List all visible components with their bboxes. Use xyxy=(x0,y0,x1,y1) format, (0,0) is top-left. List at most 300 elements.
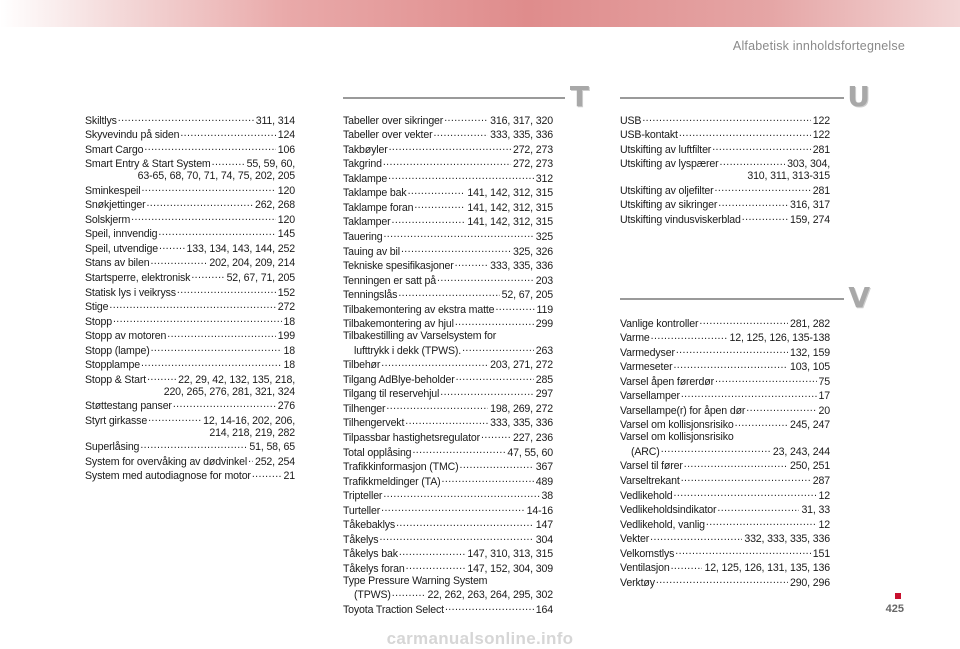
index-entry xyxy=(85,329,295,344)
section-rule xyxy=(620,97,844,99)
index-column-v xyxy=(620,316,830,590)
entry-term: System for overvåking av dødvinkel xyxy=(85,455,248,468)
entry-line xyxy=(85,113,295,128)
entry-line xyxy=(85,329,295,344)
entry-term: USB-kontakt xyxy=(620,129,678,142)
index-entry xyxy=(343,302,553,317)
entry-term: Type Pressure Warning System xyxy=(343,574,488,587)
leader-dots xyxy=(381,358,488,369)
entry-line xyxy=(620,575,830,590)
entry-line xyxy=(620,418,830,433)
entry-term: Superlåsing xyxy=(85,441,140,454)
entry-pages: 325, 326 xyxy=(512,245,553,258)
index-entry xyxy=(620,374,830,389)
index-entry xyxy=(620,418,830,433)
entry-pages: 12 xyxy=(818,489,830,502)
entry-term: Speil, innvendig xyxy=(85,228,158,241)
index-entry xyxy=(343,244,553,259)
leader-dots xyxy=(408,186,466,197)
entry-line xyxy=(620,198,830,213)
leader-dots xyxy=(455,258,489,269)
leader-dots xyxy=(173,399,276,410)
entry-pages: 303, 304, xyxy=(787,158,830,171)
index-column-t xyxy=(343,113,553,617)
entry-pages: 227, 236 xyxy=(512,432,553,445)
entry-pages: 245, 247 xyxy=(789,419,830,432)
index-entry xyxy=(343,215,553,230)
entry-line xyxy=(343,588,553,603)
entry-term: Tåkelys foran xyxy=(343,562,405,575)
leader-dots xyxy=(141,183,275,194)
index-entry xyxy=(620,473,830,488)
entry-term: Tenningen er satt på xyxy=(343,274,437,287)
index-entry xyxy=(343,186,553,201)
entry-term: Støttestang panser xyxy=(85,400,172,413)
index-entry xyxy=(343,401,553,416)
entry-pages: 199 xyxy=(277,330,295,343)
entry-term: Tåkebaklys xyxy=(343,519,396,532)
entry-term: Tåkelys xyxy=(343,533,379,546)
index-entry xyxy=(85,241,295,256)
entry-line xyxy=(343,288,553,303)
entry-term: Skyvevindu på siden xyxy=(85,129,180,142)
entry-line xyxy=(620,212,830,227)
entry-pages: 120 xyxy=(277,184,295,197)
index-entry xyxy=(620,459,830,474)
entry-pages: 12 xyxy=(818,518,830,531)
leader-dots xyxy=(706,517,817,528)
leader-dots xyxy=(148,413,201,424)
entry-line xyxy=(620,459,830,474)
index-entry xyxy=(620,198,830,213)
index-entry xyxy=(620,488,830,503)
entry-term: Tabeller over vekter xyxy=(343,129,433,142)
entry-term: Varmeseter xyxy=(620,361,673,374)
entry-term: Solskjerm xyxy=(85,213,131,226)
entry-pages: 106 xyxy=(277,143,295,156)
leader-dots xyxy=(481,430,511,441)
index-entry xyxy=(620,532,830,547)
entry-line xyxy=(85,241,295,256)
entry-pages: 203 xyxy=(535,274,553,287)
entry-term: Utskifting av luftfilter xyxy=(620,143,712,156)
entry-pages: 367 xyxy=(535,461,553,474)
index-entry xyxy=(85,314,295,329)
entry-term: Speil, utvendige xyxy=(85,242,158,255)
entry-term: Varsellamper xyxy=(620,390,680,403)
entry-line xyxy=(343,200,553,215)
leader-dots xyxy=(398,288,499,299)
entry-pages: 147, 152, 304, 309 xyxy=(467,562,553,575)
entry-term: (TPWS) xyxy=(354,589,391,602)
section-header-v xyxy=(620,281,870,314)
entry-line xyxy=(85,300,295,315)
index-entry xyxy=(620,517,830,532)
leader-dots xyxy=(656,575,788,586)
entry-pages: 285 xyxy=(535,373,553,386)
entry-line xyxy=(343,215,553,230)
entry-term: Trafikkinformasjon (TMC) xyxy=(343,461,459,474)
leader-dots xyxy=(140,440,247,451)
index-entry xyxy=(343,258,553,273)
entry-term: Varsel til fører xyxy=(620,460,683,473)
index-entry xyxy=(620,316,830,331)
leader-dots xyxy=(383,489,539,500)
entry-term: Styrt girkasse xyxy=(85,414,148,427)
entry-term: Utskifting av sikringer xyxy=(620,199,718,212)
entry-pages: 272, 273 xyxy=(512,143,553,156)
entry-pages: 12, 125, 126, 135-138 xyxy=(729,332,830,345)
entry-term: Tilbakemontering av ekstra matte xyxy=(343,303,495,316)
entry-line xyxy=(343,561,553,576)
leader-dots xyxy=(396,518,534,529)
index-entry xyxy=(85,343,295,358)
entry-pages: 489 xyxy=(535,475,553,488)
index-entry xyxy=(343,229,553,244)
entry-term: Varsel om kollisjonsrisiko xyxy=(620,419,734,432)
index-entry xyxy=(85,285,295,300)
index-entry xyxy=(620,403,830,418)
leader-dots xyxy=(742,212,788,223)
entry-term: Vedlikehold xyxy=(620,489,673,502)
entry-line xyxy=(85,198,295,213)
index-entry xyxy=(343,602,553,617)
leader-dots xyxy=(381,503,525,514)
entry-term: Snøkjettinger xyxy=(85,199,146,212)
entry-term: Vedlikeholdsindikator xyxy=(620,504,717,517)
leader-dots xyxy=(676,345,788,356)
entry-term: Vekter xyxy=(620,533,650,546)
leader-dots xyxy=(456,372,534,383)
index-entry xyxy=(85,454,295,469)
entry-line xyxy=(620,374,830,389)
entry-term: Takgrind xyxy=(343,158,382,171)
entry-term: Taklamper xyxy=(343,216,391,229)
entry-line xyxy=(343,331,553,343)
entry-pages: 263 xyxy=(535,344,553,357)
entry-line xyxy=(343,128,553,143)
index-column-u xyxy=(620,113,830,227)
leader-dots xyxy=(746,403,816,414)
index-entry xyxy=(343,331,553,358)
entry-term: Tilpassbar hastighetsregulator xyxy=(343,432,481,445)
entry-line xyxy=(620,128,830,143)
index-entry xyxy=(85,372,295,399)
leader-dots xyxy=(495,302,534,313)
index-entry xyxy=(85,256,295,271)
leader-dots xyxy=(414,200,465,211)
entry-pages: 124 xyxy=(277,129,295,142)
entry-term: Taklampe bak xyxy=(343,187,407,200)
index-entry xyxy=(620,142,830,157)
entry-line xyxy=(343,460,553,475)
entry-pages: 252, 254 xyxy=(254,455,295,468)
entry-line xyxy=(85,358,295,373)
index-entry xyxy=(620,345,830,360)
index-entry xyxy=(343,489,553,504)
entry-pages: 141, 142, 312, 315 xyxy=(467,187,553,200)
entry-term: Smart Entry & Start System xyxy=(85,158,211,171)
leader-dots xyxy=(383,157,511,168)
entry-line xyxy=(85,285,295,300)
index-entry xyxy=(620,575,830,590)
leader-dots xyxy=(252,469,282,480)
entry-line xyxy=(343,387,553,402)
entry-pages: 122 xyxy=(812,129,830,142)
index-entry xyxy=(343,576,553,603)
index-entry xyxy=(620,183,830,198)
index-entry xyxy=(343,142,553,157)
entry-line xyxy=(343,273,553,288)
index-entry xyxy=(85,358,295,373)
index-entry xyxy=(85,300,295,315)
index-entry xyxy=(343,171,553,186)
entry-line xyxy=(343,416,553,431)
index-entry xyxy=(343,416,553,431)
leader-dots xyxy=(735,418,788,429)
entry-pages: 122 xyxy=(812,114,830,127)
leader-dots xyxy=(675,546,810,557)
index-entry xyxy=(343,532,553,547)
entry-line xyxy=(343,518,553,533)
index-entry xyxy=(620,389,830,404)
index-entry xyxy=(620,113,830,128)
header-gradient-bar xyxy=(0,0,960,27)
leader-dots xyxy=(674,488,817,499)
leader-dots xyxy=(386,401,488,412)
index-entry xyxy=(343,430,553,445)
entry-line xyxy=(343,142,553,157)
index-entry xyxy=(620,128,830,143)
leader-dots xyxy=(180,128,275,139)
entry-pages: 198, 269, 272 xyxy=(490,402,553,415)
leader-dots xyxy=(717,503,799,514)
entry-pages: 332, 333, 335, 336 xyxy=(744,533,830,546)
entry-line xyxy=(343,317,553,332)
entry-line xyxy=(620,142,830,157)
entry-term: Tekniske spesifikasjoner xyxy=(343,260,454,273)
leader-dots xyxy=(383,229,533,240)
leader-dots xyxy=(437,273,534,284)
index-entry xyxy=(85,212,295,227)
entry-pages: 262, 268 xyxy=(254,199,295,212)
entry-term: Stopplampe xyxy=(85,359,141,372)
entry-pages: 281 xyxy=(812,143,830,156)
entry-pages: 287 xyxy=(812,475,830,488)
entry-line xyxy=(343,474,553,489)
entry-line xyxy=(620,157,830,172)
leader-dots xyxy=(159,241,185,252)
leader-dots xyxy=(141,358,281,369)
entry-line xyxy=(343,401,553,416)
section-header-t xyxy=(343,80,589,113)
page-marker-square xyxy=(895,593,901,599)
entry-term: Trafikkmeldinger (TA) xyxy=(343,475,441,488)
leader-dots xyxy=(144,142,275,153)
entry-term: Varme xyxy=(620,332,650,345)
entry-term: Varsel åpen førerdør xyxy=(620,375,714,388)
entry-pages: 55, 59, 60, xyxy=(246,158,295,171)
entry-term: Varsellampe(r) for åpen dør xyxy=(620,404,746,417)
entry-pages: 14-16 xyxy=(526,504,553,517)
entry-term: Stans av bilen xyxy=(85,257,150,270)
entry-term: Startsperre, elektronisk xyxy=(85,272,191,285)
leader-dots xyxy=(151,343,282,354)
entry-line xyxy=(343,503,553,518)
entry-line xyxy=(620,403,830,418)
leader-dots xyxy=(681,389,817,400)
entry-pages: 133, 134, 143, 144, 252 xyxy=(186,242,295,255)
leader-dots xyxy=(681,473,811,484)
leader-dots xyxy=(399,547,465,558)
entry-pages: 304 xyxy=(535,533,553,546)
entry-term: Taklampe xyxy=(343,172,388,185)
entry-line xyxy=(343,576,553,588)
entry-pages: 120 xyxy=(277,213,295,226)
leader-dots xyxy=(718,198,788,209)
entry-term: Tilbehør xyxy=(343,359,381,372)
entry-line xyxy=(85,142,295,157)
entry-line xyxy=(85,440,295,455)
entry-pages: 52, 67, 71, 205 xyxy=(226,272,295,285)
entry-pages: 17 xyxy=(818,390,830,403)
entry-pages: 159, 274 xyxy=(789,213,830,226)
index-entry xyxy=(620,546,830,561)
index-entry xyxy=(620,360,830,375)
entry-line xyxy=(343,547,553,562)
entry-pages: 22, 262, 263, 264, 295, 302 xyxy=(427,589,553,602)
index-entry xyxy=(620,561,830,576)
page-number: 425 xyxy=(885,603,904,615)
index-entry xyxy=(343,288,553,303)
entry-term: Turteller xyxy=(343,504,381,517)
entry-term: Tilgang AdBlye-beholder xyxy=(343,373,455,386)
entry-line xyxy=(343,244,553,259)
entry-pages-continued: 220, 265, 276, 281, 321, 324 xyxy=(163,385,295,398)
leader-dots xyxy=(720,157,786,168)
entry-line xyxy=(85,469,295,484)
leader-dots xyxy=(440,387,534,398)
index-entry xyxy=(85,469,295,484)
entry-pages: 281 xyxy=(812,184,830,197)
index-entry xyxy=(343,157,553,172)
index-entry xyxy=(343,474,553,489)
index-entry xyxy=(85,142,295,157)
leader-dots xyxy=(405,416,488,427)
leader-dots xyxy=(442,474,534,485)
entry-term: Stopp xyxy=(85,315,112,328)
entry-line xyxy=(620,183,830,198)
entry-line xyxy=(343,602,553,617)
index-entry xyxy=(85,198,295,213)
leader-dots xyxy=(460,460,534,471)
index-entry xyxy=(620,432,830,459)
entry-line xyxy=(85,128,295,143)
entry-pages-continued: 63-65, 68, 70, 71, 74, 75, 202, 205 xyxy=(137,170,295,183)
entry-line xyxy=(85,399,295,414)
leader-dots xyxy=(412,445,505,456)
entry-line xyxy=(620,444,830,459)
entry-pages: 325 xyxy=(535,230,553,243)
index-entry xyxy=(85,128,295,143)
entry-pages: 152 xyxy=(277,286,295,299)
leader-dots xyxy=(167,329,276,340)
entry-pages: 31, 33 xyxy=(801,504,830,517)
entry-pages-continued: 310, 311, 313-315 xyxy=(747,170,830,183)
index-entry xyxy=(85,399,295,414)
leader-dots xyxy=(131,212,276,223)
leader-dots xyxy=(661,444,771,455)
entry-pages: 147, 310, 313, 315 xyxy=(467,548,553,561)
entry-line xyxy=(85,270,295,285)
entry-pages: 18 xyxy=(283,315,295,328)
leader-dots xyxy=(389,142,511,153)
entry-line xyxy=(343,372,553,387)
entry-line xyxy=(343,171,553,186)
entry-line xyxy=(343,186,553,201)
entry-line xyxy=(85,157,295,172)
entry-line xyxy=(85,183,295,198)
entry-pages: 316, 317, 320 xyxy=(490,114,553,127)
leader-dots xyxy=(455,317,534,328)
entry-term: Tilbakestilling av Varselsystem for xyxy=(343,330,497,343)
entry-term: Utskifting av lyspærer xyxy=(620,158,719,171)
entry-pages: 47, 55, 60 xyxy=(507,446,553,459)
leader-dots xyxy=(699,316,788,327)
entry-line xyxy=(620,532,830,547)
leader-dots xyxy=(671,561,703,572)
leader-dots xyxy=(248,454,253,465)
index-entry xyxy=(620,331,830,346)
entry-line xyxy=(85,454,295,469)
entry-pages: 290, 296 xyxy=(789,576,830,589)
index-entry xyxy=(343,372,553,387)
entry-term: Stopp av motoren xyxy=(85,330,167,343)
entry-line xyxy=(85,212,295,227)
entry-line xyxy=(343,157,553,172)
entry-pages: 151 xyxy=(812,547,830,560)
leader-dots xyxy=(673,360,787,371)
entry-pages: 164 xyxy=(535,604,553,616)
leader-dots xyxy=(444,113,488,124)
index-entry xyxy=(85,113,295,128)
leader-dots xyxy=(177,285,276,296)
index-entry xyxy=(85,270,295,285)
leader-dots xyxy=(113,314,282,325)
entry-term: Total opplåsing xyxy=(343,446,412,459)
entry-term: Smart Cargo xyxy=(85,143,144,156)
entry-line xyxy=(620,503,830,518)
entry-term: Varseltrekant xyxy=(620,475,680,488)
entry-term: Tripteller xyxy=(343,490,383,503)
entry-term: Tåkelys bak xyxy=(343,548,398,561)
index-entry xyxy=(343,503,553,518)
entry-pages: 333, 335, 336 xyxy=(490,417,553,430)
entry-pages: 272, 273 xyxy=(512,158,553,171)
leader-dots xyxy=(392,215,466,226)
leader-dots xyxy=(650,532,742,543)
index-entry xyxy=(85,157,295,184)
index-entry xyxy=(343,518,553,533)
entry-line xyxy=(620,561,830,576)
index-entry xyxy=(343,317,553,332)
entry-line xyxy=(343,358,553,373)
entry-line xyxy=(85,227,295,242)
entry-line xyxy=(620,389,830,404)
entry-pages: 51, 58, 65 xyxy=(249,441,295,454)
entry-term: Toyota Traction Select xyxy=(343,604,444,616)
entry-line xyxy=(620,113,830,128)
